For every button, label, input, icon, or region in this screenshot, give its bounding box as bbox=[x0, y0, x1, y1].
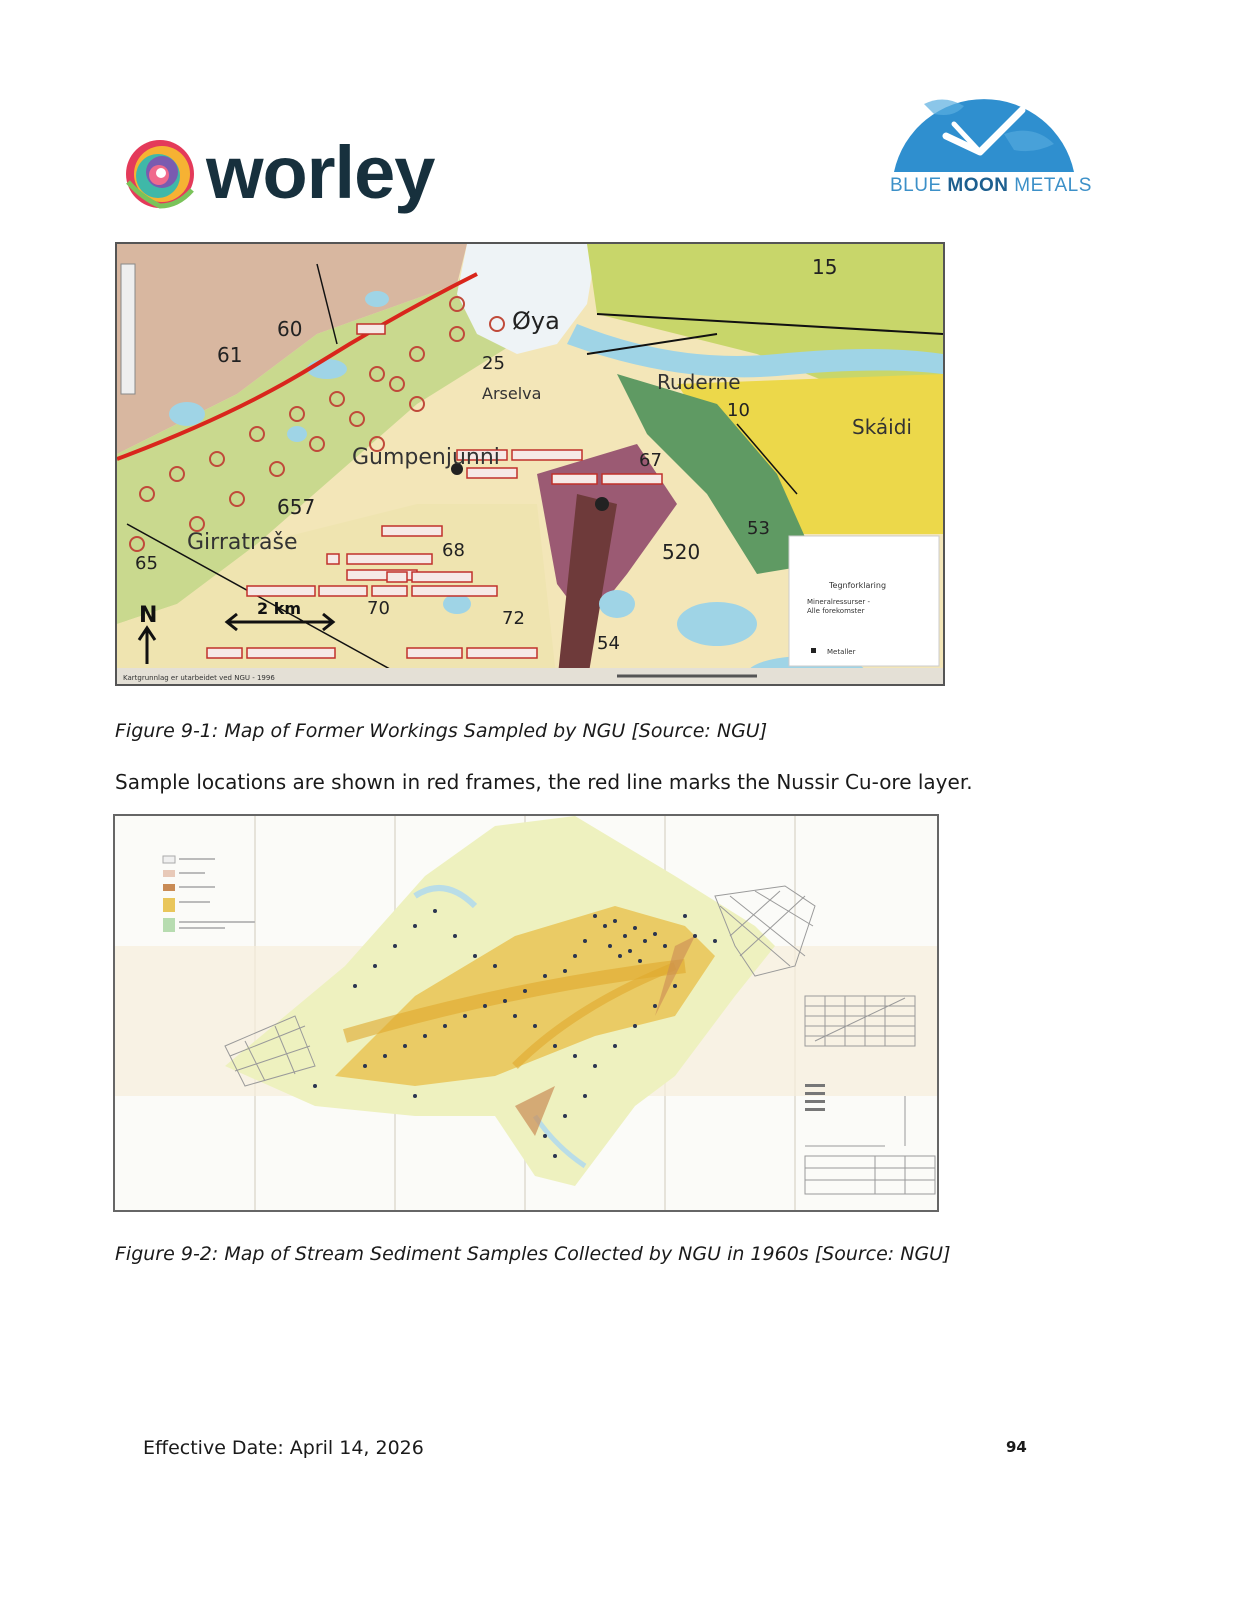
map-number: 60 bbox=[277, 317, 303, 341]
mine-marker bbox=[595, 497, 609, 511]
worley-logo-text: worley bbox=[206, 131, 435, 214]
blue-moon-text-metals: METALS bbox=[1008, 175, 1092, 196]
map-number: 65 bbox=[135, 553, 158, 574]
figure-9-2-caption: Figure 9-2: Map of Stream Sediment Samples Collected by NGU in 1960s [Source: NGU] bbox=[115, 1243, 951, 1265]
figure-9-2-map bbox=[113, 814, 939, 1212]
map-number: 54 bbox=[597, 633, 620, 654]
blue-moon-text-moon: MOON bbox=[947, 175, 1009, 196]
map-number: 61 bbox=[217, 343, 243, 367]
map-footer-note: Kartgrunnlag er utarbeidet ved NGU - 1996 bbox=[123, 674, 275, 682]
blue-moon-metals-logo bbox=[884, 74, 1092, 204]
map-number: 25 bbox=[482, 353, 505, 374]
map-number: 520 bbox=[662, 540, 701, 564]
map-legend-line2: Alle forekomster bbox=[807, 607, 865, 615]
map-label-skaidi: Skáidi bbox=[852, 415, 912, 439]
geology-map-svg bbox=[117, 244, 943, 684]
map-number: 70 bbox=[367, 598, 390, 619]
stream-sediment-map-svg bbox=[115, 816, 937, 1210]
map-toolbar bbox=[121, 264, 135, 394]
map-legend-title: Tegnforklaring bbox=[829, 581, 887, 590]
moon-icon bbox=[884, 74, 1084, 174]
blue-moon-text-blue: BLUE bbox=[890, 175, 948, 196]
map-legend-marker bbox=[811, 648, 816, 653]
map-label-oya: Øya bbox=[512, 307, 560, 335]
map-label-ruderne: Ruderne bbox=[657, 370, 741, 394]
worley-swirl-icon bbox=[122, 134, 198, 214]
blue-moon-metals-text bbox=[890, 175, 1092, 197]
map-number: 72 bbox=[502, 608, 525, 629]
effective-date: Effective Date: April 14, 2026 bbox=[143, 1437, 424, 1459]
map-number: 67 bbox=[639, 450, 662, 471]
map-number: 657 bbox=[277, 495, 316, 519]
scale-label: 2 km bbox=[257, 599, 302, 618]
figure-9-1-caption: Figure 9-1: Map of Former Workings Sampled by NGU [Source: NGU] bbox=[115, 720, 768, 742]
map-label-gumpenjunni: Gumpenjunni bbox=[352, 445, 500, 470]
map-number: 53 bbox=[747, 518, 770, 539]
map-legend-item: Metaller bbox=[827, 648, 856, 656]
body-paragraph: Sample locations are shown in red frames, the red line marks the Nussir Cu-ore layer. bbox=[115, 770, 973, 794]
map-label-arselva: Arselva bbox=[482, 384, 542, 403]
map-number: 10 bbox=[727, 400, 750, 421]
map-legend-line1: Mineralressurser - bbox=[807, 598, 871, 606]
page-number: 94 bbox=[1006, 1438, 1027, 1456]
map-number: 15 bbox=[812, 255, 838, 279]
north-label: N bbox=[139, 603, 158, 628]
worley-logo bbox=[122, 130, 435, 220]
figure-9-1-map bbox=[115, 242, 945, 686]
map-label-girratrase: Girratraše bbox=[187, 530, 298, 555]
map-number: 68 bbox=[442, 540, 465, 561]
